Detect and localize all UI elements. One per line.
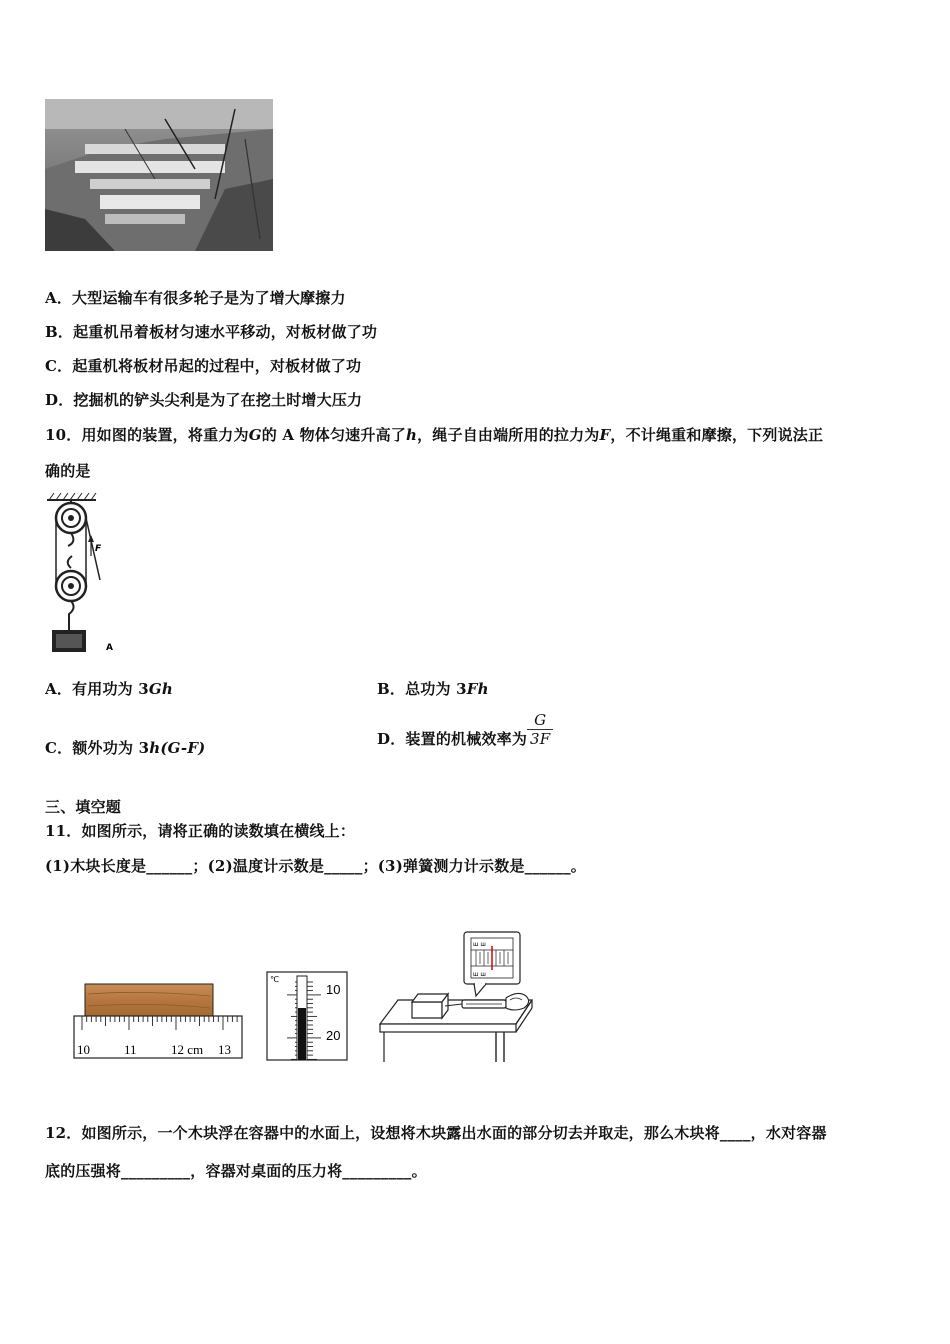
efficiency-fraction: $\frac{G}{3F}$ [527,711,553,748]
scale-zoom-marks-bottom: ш ш [473,971,486,978]
q10-option-d: D．装置的机械效率为 $\frac{G}{3F}$ [377,710,553,749]
ruler-label-11: 11 [124,1042,137,1057]
q11-blanks: (1)木块长度是______；(2)温度计示数是_____；(3)弹簧测力计示数是______。 [45,857,586,875]
section-heading: 三、填空题 [45,798,122,816]
q9-option-a: A．大型运输车有很多轮子是为了增大摩擦力 [45,289,346,307]
pulley-system-figure [44,490,124,660]
weight-label: A [106,643,113,653]
thermometer-figure [266,970,348,1062]
q9-option-d: D．挖掘机的铲头尖利是为了在挖土时增大压力 [45,391,363,409]
spring-scale-figure [376,928,538,1068]
q12-line2: 底的压强将_________，容器对桌面的压力将_________。 [45,1162,427,1180]
q10-option-c: C．额外功为 3h(G-F) [45,739,206,757]
celsius-unit-icon: ℃ [270,975,279,984]
ruler-label-13: 13 [218,1042,231,1057]
scale-zoom-marks: ш ш [473,941,486,948]
thermo-label-10: 10 [326,982,341,997]
q9-option-c: C．起重机将板材吊起的过程中，对板材做了功 [45,357,362,375]
q9-option-b: B．起重机吊着板材匀速水平移动，对板材做了功 [45,323,378,341]
ruler-figure [72,980,244,1060]
ruler-label-10: 10 [77,1042,90,1057]
ruler-label-12cm: 12 cm [171,1042,204,1057]
q10-option-a: A．有用功为 3Gh [45,680,174,698]
q10-stem-line1: 10．用如图的装置，将重力为G的 A 物体匀速升高了h，绳子自由端所用的拉力为F，不计绳重和摩擦，下列说法正 [45,426,824,444]
thermo-label-20: 20 [326,1028,341,1043]
construction-site-photo [45,99,273,251]
q11-stem: 11．如图所示，请将正确的读数填在横线上： [45,822,356,840]
q12-line1: 12．如图所示，一个木块浮在容器中的水面上，设想将木块露出水面的部分切去并取走，那么木块将____，水对容器 [45,1124,827,1142]
force-label: F [95,544,102,554]
q10-option-b: B．总功为 3Fh [377,680,489,698]
q10-stem-line2: 确的是 [45,462,91,480]
